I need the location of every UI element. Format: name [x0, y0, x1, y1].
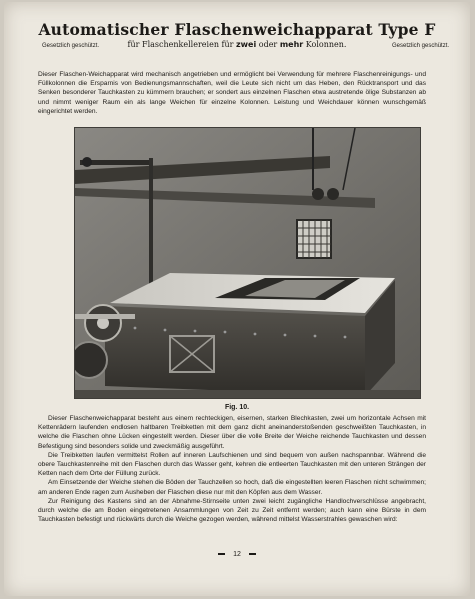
page-subtitle: [4, 40, 470, 49]
body-paragraph: Am Einsetzende der Weiche stehen die Böden der Tauchzellen so hoch, daß die eingestellten leeren Flaschen nicht schwimmen; am anderen Ende ragen zum Ausheben der Flaschen diese nur mit den Köpfen aus dem Wasser.: [38, 479, 426, 496]
page-number-footer: [4, 551, 470, 558]
protected-note-left: Gesetzlich geschützt.: [42, 43, 100, 49]
subtitle-emphasis-zwei: zwei: [236, 40, 257, 49]
body-paragraph: Dieser Flaschenweichapparat besteht aus einem rechteckigen, eisernen, starken Blechkasten, zwei um horizontale Achsen mit Kettenrädern laufenden endlosen haltbaren Treibketten mit dem ganz dicht aneinanderstoßenden geschweißten Tauchkasten, in welche die Flaschen ohne Lücken eingestellt werden. Dieser über die volle Breite der Weiche reichende Tauchkasten und dessen Befestigung sind besonders solide und zweckmäßig ausgeführt.: [38, 415, 426, 450]
page-title: Automatischer Flaschenweichapparat Type F: [38, 20, 436, 39]
subtitle-part: oder: [256, 40, 280, 49]
page-number: 12: [233, 551, 241, 558]
body-paragraph: Die Treibketten laufen vermittelst Rollen auf inneren Laufschienen und sind bequem von außen nachspannbar. Während die obere Tauchkastenreihe mit den Flaschen durch das Wasser geht, kehren die entleerten Tauchkasten mit den unteren Strängen der Ketten nach dem Orte der Füllung zurück.: [38, 451, 426, 478]
body-text: [38, 414, 426, 524]
intro-paragraph: Dieser Flaschen-Weichapparat wird mechanisch angetrieben und ermöglicht bei Verwendung für mehrere Flaschenreinigungs- und Füllkolonnen die Ersparnis von Bedienungsmannschaften, weil die Leute sich nicht um das Heben, den Rücktransport und das Senken besonderer Tauchkasten zu kümmern brauchen; er sondert aus einzelnen Flaschen etwa austretende ölige Substanzen ab und nimmt weniger Raum ein als lange Weichen für einzelne Kolonnen. Leistung und Weichdauer können wunschgemäß eingerichtet werden.: [38, 71, 426, 115]
subtitle-emphasis-mehr: mehr: [279, 40, 304, 49]
protected-note-right: Gesetzlich geschützt.: [392, 43, 450, 49]
subtitle-part: Kolonnen.: [303, 40, 347, 49]
footer-dash: [249, 553, 256, 555]
footer-dash: [218, 553, 225, 555]
document-page: [4, 2, 470, 596]
machine-photo: [74, 127, 421, 399]
body-paragraph: Zur Reinigung des Kastens sind an der Abnahme-Stirnseite unten zwei leicht zugängliche Handlochverschlüsse angebracht, durch welche die am Boden eingetretenen Ansammlungen von Zeit zu Zeit entfernt werden; auch kann eine Bürste in dem Tauchkasten befestigt und rückwärts durch die Weiche gezogen werden, während mittelst Wasserstrahles gewaschen wird:: [38, 497, 426, 524]
figure-caption: Fig. 10.: [224, 404, 250, 411]
machine-illustration: [75, 128, 420, 398]
subtitle-part: für Flaschenkellereien für: [127, 40, 236, 49]
